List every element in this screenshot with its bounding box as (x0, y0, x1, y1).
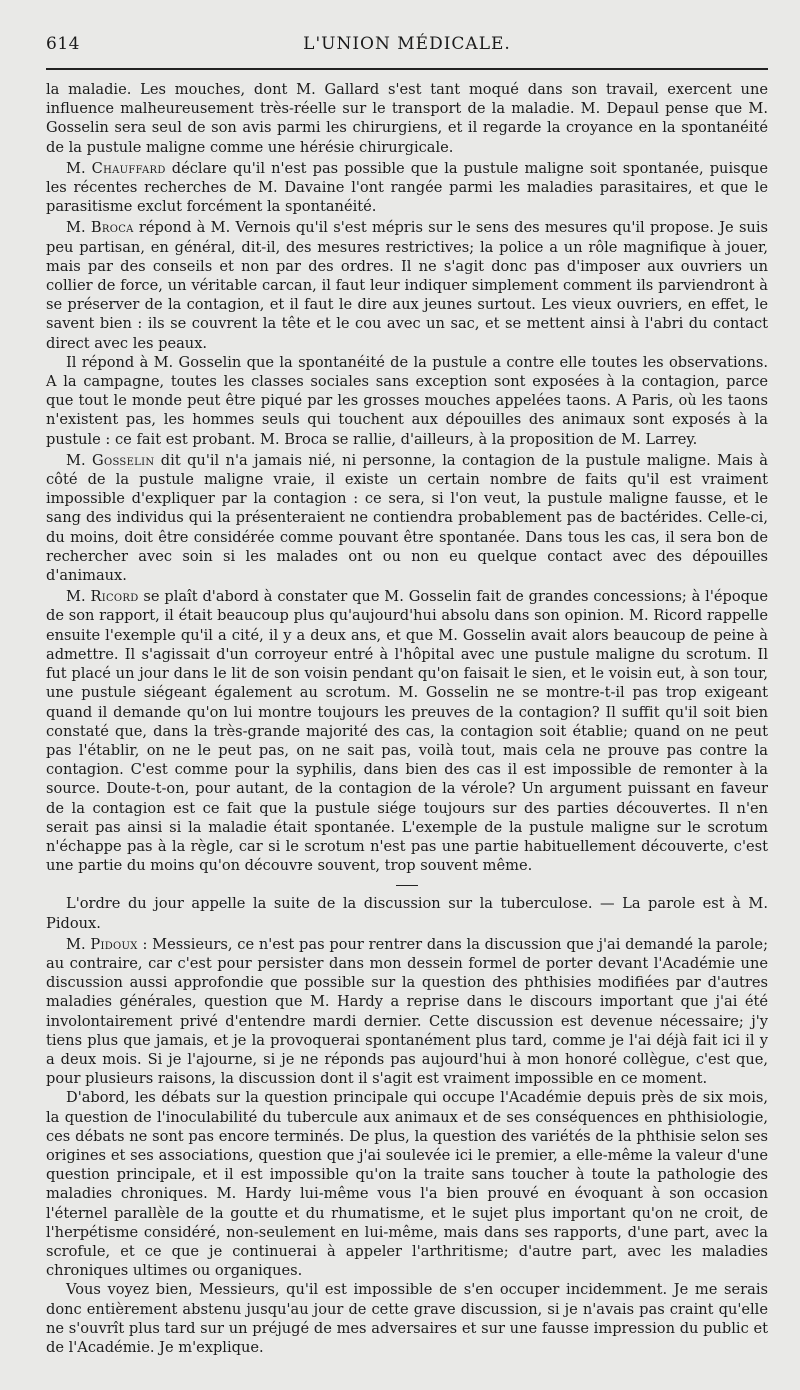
paragraph (46, 935, 768, 1089)
speaker-prefix: M. (66, 219, 91, 237)
paragraph (46, 587, 768, 875)
paragraph (46, 80, 768, 157)
paragraph (46, 1280, 768, 1357)
header-rule (46, 68, 768, 70)
paragraph-text: déclare qu'il n'est pas possible que la pustule maligne soit spontanée, puisque les récentes recherches de M. Davaine l'ont rangée parmi les maladies parasitaires, et que le parasitisme exclut forcément la spontanéité. (46, 159, 768, 216)
running-header (46, 34, 768, 60)
paragraph-text: répond à M. Vernois qu'il s'est mépris sur le sens des mesures qu'il propose. Je suis peu partisan, en général, dit-il, des mesures restrictives; la police a un rôle magnifique à jouer, mais par des conseils et non par des ordres. Il ne s'agit donc pas d'imposer aux ouvriers un collier de force, un véritable carcan, il faut leur indiquer simplement comment ils parviendront à se préserver de la contagion, et il faut le dire aux jeunes surtout. Les vieux ouvriers, en effet, le savent bien : ils se couvrent la tête et le cou avec un sac, et se mettent ainsi à l'abri du contact direct avec les peaux. (46, 219, 768, 352)
paragraph-text: Vous voyez bien, Messieurs, qu'il est impossible de s'en occuper incidemment. Je me serais donc entièrement abstenu jusqu'au jour de cette grave discussion, si je n'avais pas craint qu'elle ne s'ouvrît plus tard sur un préjugé de mes adversaires et sur une fausse impression du public et de l'Académie. Je m'explique. (46, 1281, 768, 1356)
page-number: 614 (46, 34, 80, 54)
paragraph (46, 159, 768, 217)
speaker-prefix: M. (66, 451, 92, 469)
paragraph-text: L'ordre du jour appelle la suite de la discussion sur la tuberculose. — La parole est à M. Pidoux. (46, 895, 768, 932)
paragraph (46, 218, 768, 352)
paragraph-text: se plaît d'abord à constater que M. Gosselin fait de grandes concessions; à l'époque de son rapport, il était beaucoup plus qu'aujourd'hui absolu dans son opinion. M. Ricord rappelle ensuite l'exemple qu'il a cité, il y a deux ans, et que M. Gosselin avait alors beaucoup de peine à admettre. Il s'agissait d'un corroyeur entré à l'hôpital avec une pustule maligne du scrotum. Il fut placé un jour dans le lit de son voisin pendant qu'on faisait le sien, et le voisin eut, à son tour, une pustule siégeant également au scrotum. M. Gosselin ne se montre-t-il pas trop exigeant quand il demande qu'on lui montre toujours les preuves de la contagion? Il suffit qu'il soit bien constaté que, dans la très-grande majorité des cas, la contagion soit établie; quand on ne peut pas l'établir, on ne le peut pas, on ne sait pas, voilà tout, mais cela ne prouve pas contre la contagion. C'est comme pour la syphilis, dans bien des cas il est impossible de remonter à la source. Doute-t-on, pour autant, de la contagion de la vérole? Un argument puissant en faveur de la contagion est ce fait que la pustule siége toujours sur des parties découvertes. Il n'en serait pas ainsi si la maladie était spontanée. L'exemple de la pustule maligne sur le scrotum n'échappe pas à la règle, car si le scrotum n'est pas une partie habituellement découverte, c'est une partie du moins qu'on découvre souvent, trop souvent même. (46, 588, 768, 875)
section-separator (396, 885, 418, 886)
paragraph (46, 353, 768, 449)
paragraph-text: Il répond à M. Gosselin que la spontanéité de la pustule a contre elle toutes les observations. A la campagne, toutes les classes sociales sans exception sont exposées à la contagion, parce que tout le monde peut être piqué par les grosses mouches appelées taons. A Paris, où les taons n'existent pas, les hommes seuls qui touchent aux dépouilles des animaux sont exposés à la pustule : ce fait est probant. M. Broca se rallie, d'ailleurs, à la proposition de M. Larrey. (46, 353, 768, 448)
paragraph-text: D'abord, les débats sur la question principale qui occupe l'Académie depuis près de six mois, la question de l'inoculabilité du tubercule aux animaux et de ses conséquences en phthisiologie, ces débats ne sont pas encore terminés. De plus, la question des variétés de la phthisie selon ses origines et ses associations, question que j'ai soulevée ici le premier, a elle-même la valeur d'une question principale, et il est impossible qu'on la traite sans toucher à toute la pathologie des maladies chroniques. M. Hardy lui-même vous l'a bien prouvé en évoquant à son occasion l'éternel parallèle de la goutte et du rhumatisme, et le sujet plus important qu'on ne croit, de l'herpétisme considéré, non-seulement en lui-même, mais dans ses rapports, d'une part, avec la scrofule, et ce que je continuerai à appeler l'arthritisme; d'autre part, avec les maladies chroniques ultimes ou organiques. (46, 1089, 768, 1280)
article-body (46, 80, 768, 1357)
paragraph-text: : Messieurs, ce n'est pas pour rentrer dans la discussion que j'ai demandé la parole; au contraire, car c'est pour persister dans mon dessein formel de porter devant l'Académie une discussion aussi approfondie que possible sur la question des phthisies modifiées par d'autres maladies générales, question que M. Hardy a reprise dans le discours important que j'ai été involontairement privé d'entendre mardi dernier. Cette discussion est devenue nécessaire; j'y tiens plus que jamais, et je la provoquerai spontanément plus tard, comme je l'ai déjà fait ici il y a deux mois. Si je l'ajourne, si je ne réponds pas aujourd'hui à mon honoré collègue, c'est que, pour plusieurs raisons, la discussion dont il s'agit est vraiment impossible en ce moment. (46, 935, 768, 1088)
speaker-name: Gosselin (91, 451, 155, 469)
speaker-name: Broca (90, 219, 134, 237)
paragraph (46, 451, 768, 585)
speaker-name: Chauffard (91, 159, 166, 177)
speaker-prefix: M. (66, 935, 91, 953)
paragraph-text: la maladie. Les mouches, dont M. Gallard s'est tant moqué dans son travail, exercent une influence malheureusement très-réelle sur le transport de la maladie. M. Depaul pense que M. Gosselin sera seul de son avis parmi les chirurgiens, et il regarde la croyance en la spontanéité de la pustule maligne comme une hérésie chirurgicale. (46, 81, 768, 156)
speaker-prefix: M. (66, 159, 92, 177)
paragraph (46, 894, 768, 932)
running-title: L'UNION MÉDICALE. (303, 34, 511, 54)
paragraph (46, 1088, 768, 1280)
speaker-prefix: M. (66, 588, 91, 606)
paragraph-text: dit qu'il n'a jamais nié, ni personne, la contagion de la pustule maligne. Mais à côté de la pustule maligne vraie, il existe un certain nombre de faits qu'il est vraiment impossible d'expliquer par la contagion : ce sera, si l'on veut, la pustule maligne fausse, et le sang des individus qui la présenteraient ne contiendra probablement pas de bactérides. Celle-ci, du moins, doit être considérée comme pouvant être spontanée. Dans tous les cas, il sera bon de rechercher avec soin si les malades ont ou non eu quelque contact avec des dépouilles d'animaux. (46, 451, 768, 585)
speaker-name: Ricord (90, 588, 139, 606)
speaker-name: Pidoux (90, 935, 138, 953)
